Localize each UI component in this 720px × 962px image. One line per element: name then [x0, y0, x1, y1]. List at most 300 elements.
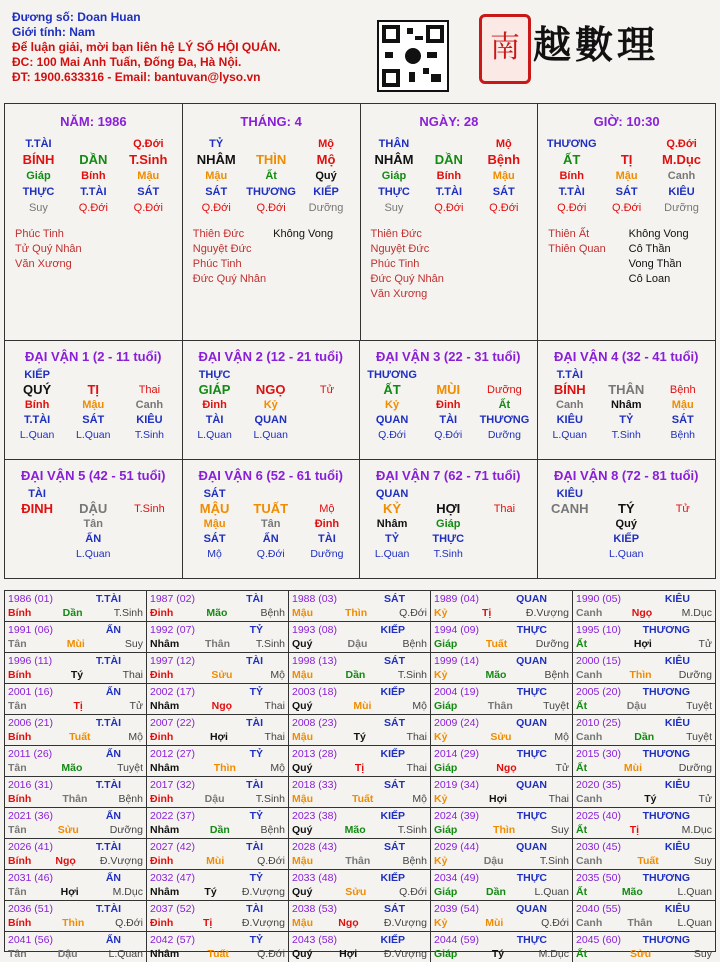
year-branch: Tuất — [69, 731, 91, 743]
address-line: ĐC: 100 Mai Anh Tuấn, Đống Đa, Hà Nội. — [12, 55, 242, 69]
year-stem: Mậu — [292, 731, 313, 743]
dai-van-grid — [187, 487, 356, 561]
year-cell — [573, 746, 715, 777]
cell-text: DẦN — [434, 152, 463, 167]
year-star: QUAN — [516, 655, 547, 667]
year-cell — [573, 715, 715, 746]
year-branch: Tị — [629, 824, 640, 836]
year-label: 1993 (08) — [292, 624, 337, 636]
star-item: Thiên Quan — [548, 243, 606, 255]
cell-text: Mộ — [318, 138, 334, 150]
year-branch: Dậu — [626, 700, 647, 712]
year-label: 2040 (55) — [576, 903, 621, 915]
dai-van-grid — [9, 487, 178, 561]
star-item: Nguyệt Đức — [192, 243, 252, 255]
cell-text: DẬU — [79, 500, 108, 516]
year-star: KIẾP — [380, 810, 405, 822]
year-branch: Thìn — [493, 824, 516, 836]
pillar-column — [183, 104, 361, 340]
cell-text: BÍNH — [553, 382, 586, 397]
year-cell — [289, 684, 431, 715]
cell-text: Canh — [667, 170, 696, 182]
cell-text: Nhâm — [376, 517, 408, 530]
cell-text: Mậu — [205, 170, 228, 182]
year-cell — [5, 808, 147, 839]
year-cell — [5, 715, 147, 746]
cell-text — [299, 368, 355, 382]
year-star: T.TÀI — [95, 779, 121, 791]
year-stem: Bính — [8, 607, 32, 619]
year-label: 2037 (52) — [150, 903, 195, 915]
year-label: 1987 (02) — [150, 593, 195, 605]
year-cell — [573, 839, 715, 870]
cell-text: Dưỡng — [310, 547, 344, 560]
year-cell — [431, 777, 573, 808]
year-branch: Mùi — [353, 700, 372, 712]
cell-text: Mộ — [495, 138, 512, 150]
star-item: Thiên Đức — [370, 228, 422, 240]
year-cell — [431, 932, 573, 962]
year-cell — [147, 901, 289, 932]
pillar-grid — [189, 137, 354, 215]
stars-block — [367, 227, 532, 302]
year-branch: Dậu — [483, 855, 504, 867]
year-phase: L.Quan — [108, 948, 143, 960]
year-label: 1991 (06) — [8, 624, 53, 636]
dai-van-title: ĐẠI VẬN 6 (52 - 61 tuổi) — [198, 467, 343, 483]
cell-text: Tử — [319, 384, 334, 396]
year-label: 2041 (56) — [8, 934, 53, 946]
year-phase: Q.Đới — [115, 917, 143, 929]
year-star: ẤN — [105, 624, 121, 636]
year-phase: T.Sinh — [113, 607, 143, 619]
year-label: 1986 (01) — [8, 593, 53, 605]
year-branch: Thân — [204, 638, 231, 650]
cell-text: MÙI — [436, 382, 461, 397]
cell-text — [299, 428, 355, 442]
year-phase: Suy — [693, 855, 712, 867]
cell-text: Bính — [24, 399, 50, 411]
stars-block — [11, 227, 176, 272]
year-stem: Quý — [292, 638, 313, 650]
cell-text: THƯƠNG — [367, 369, 417, 381]
year-phase: Thai — [406, 731, 427, 743]
year-star: THỰC — [516, 624, 547, 636]
cell-text — [9, 532, 65, 546]
year-phase: T.Sinh — [539, 855, 569, 867]
year-label: 2022 (37) — [150, 810, 195, 822]
year-cell — [5, 839, 147, 870]
year-label: 2020 (35) — [576, 779, 621, 791]
cell-text: Q.Đới — [434, 429, 463, 441]
pillar-title: NGÀY: 28 — [419, 114, 479, 129]
year-branch: Dần — [345, 669, 366, 681]
year-label: 2029 (44) — [434, 841, 479, 853]
year-star: THƯƠNG — [642, 872, 690, 884]
year-branch: Tý — [70, 669, 84, 681]
year-star: T.TÀI — [95, 655, 121, 667]
star-item: Đức Quý Nhân — [192, 273, 267, 285]
year-label: 1994 (09) — [434, 624, 479, 636]
year-star: KIÊU — [664, 593, 690, 605]
cell-text — [476, 517, 532, 531]
year-phase: Tuyệt — [686, 700, 712, 712]
cell-text: Q.Đới — [78, 202, 108, 214]
cell-text: TỊ — [620, 152, 633, 167]
year-phase: Bệnh — [544, 669, 569, 681]
year-stem: Tân — [8, 824, 27, 836]
year-cell — [5, 591, 147, 622]
year-star: SÁT — [384, 903, 405, 915]
year-cell — [5, 901, 147, 932]
year-stem: Tân — [8, 762, 27, 774]
year-branch: Hợi — [489, 793, 507, 805]
year-star: SÁT — [384, 717, 405, 729]
year-branch: Hợi — [339, 948, 358, 960]
year-branch: Thìn — [213, 762, 236, 774]
year-star: QUAN — [516, 593, 547, 605]
year-phase: Suy — [124, 638, 143, 650]
cell-text: Canh — [556, 399, 584, 411]
cell-text: KIẾP — [313, 186, 339, 198]
cell-text: Quý — [315, 170, 337, 182]
year-cell — [5, 870, 147, 901]
year-stem: Tân — [8, 948, 27, 960]
year-phase: Thai — [264, 731, 285, 743]
year-branch: Thìn — [629, 669, 652, 681]
year-stem: Bính — [8, 669, 32, 681]
year-label: 2018 (33) — [292, 779, 337, 791]
year-label: 2008 (23) — [292, 717, 337, 729]
year-label: 2039 (54) — [434, 903, 479, 915]
year-phase: Đ.Vượng — [383, 917, 427, 929]
year-stem: Ất — [576, 824, 588, 836]
year-star: KIÊU — [664, 841, 690, 853]
year-phase: Bệnh — [402, 638, 427, 650]
year-star: KIẾP — [380, 686, 405, 698]
star-item: Thiên Đức — [192, 228, 245, 240]
cell-text: L.Quan — [197, 429, 232, 441]
cell-text: T.TÀI — [25, 138, 52, 150]
year-cell — [147, 684, 289, 715]
year-phase: T.Sinh — [255, 793, 285, 805]
cell-text — [121, 517, 177, 531]
cell-text: Giáp — [381, 170, 407, 182]
dai-van-title: ĐẠI VẬN 8 (72 - 81 tuổi) — [554, 467, 699, 483]
cell-text: TÀI — [205, 414, 224, 426]
cell-text: Tân — [260, 517, 281, 530]
cell-text: SÁT — [205, 186, 228, 198]
cell-text: MẬU — [199, 500, 230, 516]
dai-van-title: ĐẠI VẬN 7 (62 - 71 tuổi) — [376, 467, 521, 483]
cell-text: Kỷ — [263, 399, 278, 411]
year-star: KIẾP — [380, 872, 405, 884]
year-cell — [431, 746, 573, 777]
year-cell — [147, 591, 289, 622]
year-phase: M.Dục — [681, 607, 712, 619]
year-star: QUAN — [516, 841, 547, 853]
pillar-column — [538, 104, 715, 340]
year-star: TÀI — [246, 841, 263, 853]
year-cell — [573, 684, 715, 715]
year-stem: Canh — [576, 669, 603, 681]
cell-text: THƯƠNG — [246, 186, 296, 198]
year-stem: Nhâm — [150, 886, 180, 898]
year-cell — [5, 777, 147, 808]
year-cell — [431, 622, 573, 653]
year-cell — [431, 653, 573, 684]
year-phase: Thai — [548, 793, 569, 805]
year-phase: Thai — [406, 762, 427, 774]
cell-text: SÁT — [82, 414, 105, 426]
dai-van-cell — [183, 460, 361, 579]
year-cell — [289, 901, 431, 932]
year-cell — [431, 808, 573, 839]
year-cell — [573, 777, 715, 808]
year-branch: Tý — [353, 731, 366, 743]
cell-text — [65, 368, 121, 382]
year-stem: Bính — [8, 731, 32, 743]
year-branch: Hợi — [209, 731, 228, 743]
gender-value: Nam — [69, 25, 96, 39]
dai-van-grid — [364, 368, 533, 442]
year-star: THƯƠNG — [642, 810, 690, 822]
year-branch: Mão — [206, 607, 228, 619]
cell-text: Mậu — [671, 399, 694, 411]
year-star: SÁT — [384, 841, 405, 853]
year-star: KIÊU — [664, 903, 690, 915]
cell-text: KIẾP — [24, 369, 50, 381]
year-branch: Hợi — [633, 638, 652, 650]
cell-text: Mậu — [615, 170, 638, 182]
dai-van-grid — [187, 368, 356, 442]
cell-text: L.Quan — [19, 429, 55, 441]
year-label: 2024 (39) — [434, 810, 479, 822]
year-cell — [573, 622, 715, 653]
year-stem: Canh — [576, 607, 603, 619]
year-star: THƯƠNG — [642, 748, 690, 760]
year-branch: Tuất — [485, 638, 508, 650]
year-cell — [431, 591, 573, 622]
cell-text: Tử — [675, 502, 690, 515]
cell-text: THỰC — [22, 186, 55, 198]
cell-text: TÀI — [439, 414, 458, 426]
cell-text: NHÂM — [196, 152, 236, 167]
year-branch: Thân — [62, 793, 88, 805]
year-phase: Tuyệt — [117, 762, 143, 774]
year-phase: Q.Đới — [399, 886, 427, 898]
year-cell — [431, 839, 573, 870]
year-phase: M.Dục — [681, 824, 712, 836]
cell-text: Q.Đới — [612, 202, 642, 214]
cell-text: Q.Đới — [666, 138, 697, 150]
year-branch: Tý — [491, 948, 505, 960]
year-cell — [573, 591, 715, 622]
cell-text — [655, 532, 712, 546]
year-cell — [289, 870, 431, 901]
year-phase: Bệnh — [118, 793, 143, 805]
cell-text: T.TÀI — [556, 369, 583, 381]
cell-text — [655, 547, 712, 561]
cell-text: Mậu — [137, 170, 160, 182]
year-branch: Tý — [204, 886, 217, 898]
cell-text: M.Dục — [662, 152, 702, 167]
year-cell — [573, 653, 715, 684]
dai-van-title: ĐẠI VẬN 4 (32 - 41 tuổi) — [554, 349, 699, 364]
cell-text: Đinh — [202, 399, 227, 411]
cell-text: TÀI — [318, 532, 336, 545]
year-stem: Nhâm — [150, 824, 180, 836]
year-stem: Tân — [8, 700, 27, 712]
cell-text: Mậu — [203, 517, 226, 530]
cell-text: Mộ — [319, 502, 335, 515]
year-star: T.TÀI — [95, 903, 121, 915]
year-phase: T.Sinh — [397, 669, 427, 681]
year-stem: Mậu — [292, 607, 313, 619]
cell-text: Thai — [493, 502, 516, 515]
year-cell — [431, 684, 573, 715]
year-stem: Nhâm — [150, 700, 180, 712]
cell-text: ẤN — [262, 532, 279, 545]
year-star: TỶ — [249, 810, 263, 822]
cell-text: L.Quan — [374, 547, 410, 560]
year-stem: Quý — [292, 762, 313, 774]
cell-text: Suy — [28, 202, 48, 214]
cell-text: T.Sinh — [134, 502, 165, 515]
year-branch: Dần — [209, 824, 230, 836]
year-branch: Sửu — [211, 669, 233, 681]
year-stem: Đinh — [150, 607, 174, 619]
year-stem: Quý — [292, 886, 313, 898]
year-cell — [573, 808, 715, 839]
year-label: 2000 (15) — [576, 655, 621, 667]
cell-text: QUAN — [254, 414, 287, 426]
year-branch: Tị — [354, 762, 365, 774]
cell-text: T.Sinh — [134, 429, 164, 441]
cell-text — [243, 368, 299, 382]
cell-text: Bệnh — [670, 429, 696, 441]
year-stem: Quý — [292, 948, 313, 960]
dai-van-title: ĐẠI VẬN 2 (12 - 21 tuổi) — [198, 349, 343, 364]
qr-code-icon — [377, 20, 449, 92]
year-label: 1997 (12) — [150, 655, 195, 667]
cell-text: ẤN — [85, 532, 102, 545]
star-item: Nguyệt Đức — [370, 243, 430, 255]
cell-text — [655, 368, 712, 382]
cell-text: TUẤT — [253, 500, 289, 516]
cell-text: Bính — [559, 170, 584, 182]
cell-text: T.Sinh — [129, 152, 168, 167]
cell-text: Tân — [83, 517, 104, 530]
star-item: Đức Quý Nhân — [370, 273, 444, 285]
year-star: SÁT — [384, 779, 405, 791]
cell-text: TỶ — [209, 138, 224, 150]
dai-van-cell — [538, 341, 716, 460]
year-branch: Mùi — [623, 762, 642, 774]
year-label: 2017 (32) — [150, 779, 195, 791]
year-branch: Ngọ — [55, 855, 76, 867]
year-branch: Dậu — [204, 793, 225, 805]
year-cell — [289, 622, 431, 653]
year-phase: Dưỡng — [678, 762, 712, 774]
year-branch: Tuất — [637, 855, 659, 867]
pillar-title: THÁNG: 4 — [240, 114, 302, 129]
year-branch: Tý — [644, 793, 657, 805]
year-stem: Ất — [576, 700, 588, 712]
year-label: 2027 (42) — [150, 841, 195, 853]
year-label: 2025 (40) — [576, 810, 621, 822]
year-branch: Hợi — [60, 886, 79, 898]
year-branch: Ngọ — [496, 762, 517, 774]
year-branch: Thân — [345, 855, 371, 867]
year-star: KIẾP — [380, 624, 405, 636]
year-label: 2044 (59) — [434, 934, 479, 946]
year-branch: Tị — [481, 607, 492, 619]
year-stem: Mậu — [292, 669, 313, 681]
cell-text: Dưỡng — [487, 429, 521, 441]
dai-van-title: ĐẠI VẬN 1 (2 - 11 tuổi) — [24, 349, 162, 364]
cell-text: QUAN — [375, 414, 409, 426]
year-phase: M.Dục — [112, 886, 143, 898]
cell-text — [599, 137, 654, 151]
year-cell — [5, 932, 147, 962]
cell-text: THỰC — [378, 186, 410, 198]
year-label: 2003 (18) — [292, 686, 337, 698]
year-cell — [289, 653, 431, 684]
year-label: 1990 (05) — [576, 593, 621, 605]
cell-text — [542, 547, 599, 561]
year-branch: Thìn — [344, 607, 368, 619]
gender-label: Giới tính: — [12, 25, 66, 39]
cell-text: TỊ — [87, 382, 100, 397]
year-stem: Đinh — [150, 855, 174, 867]
cell-text: ẤT — [383, 382, 401, 397]
cell-text: SÁT — [671, 414, 694, 426]
year-star: SÁT — [384, 593, 405, 605]
pillar-column — [361, 104, 539, 340]
year-stem: Đinh — [150, 917, 174, 929]
cell-text — [121, 487, 177, 501]
year-cell — [289, 808, 431, 839]
year-branch: Ngọ — [631, 607, 653, 619]
year-star: KIẾP — [380, 748, 405, 760]
year-star: TÀI — [246, 655, 263, 667]
cell-text — [9, 517, 65, 531]
year-phase: Bệnh — [260, 824, 285, 836]
cell-text: KIÊU — [136, 414, 163, 426]
cell-text: Q.Đới — [256, 547, 285, 560]
cell-text: Q.Đới — [256, 202, 286, 214]
cell-text — [542, 532, 599, 546]
dai-van-grid — [542, 487, 712, 561]
cell-text: SÁT — [492, 186, 515, 198]
year-stem: Đinh — [150, 793, 174, 805]
year-stem: Ất — [576, 762, 588, 774]
year-cell — [289, 777, 431, 808]
year-star: ẤN — [105, 686, 121, 698]
year-label: 2028 (43) — [292, 841, 337, 853]
year-label: 2016 (31) — [8, 779, 53, 791]
cell-text — [299, 487, 355, 501]
year-label: 2026 (41) — [8, 841, 53, 853]
year-star: TỶ — [249, 934, 263, 946]
year-phase: T.Sinh — [397, 824, 427, 836]
year-star: ẤN — [105, 748, 121, 760]
cell-text: T.Sinh — [433, 547, 463, 560]
year-star: QUAN — [516, 903, 547, 915]
year-branch: Ngọ — [338, 917, 359, 929]
cell-text: Ất — [498, 399, 511, 411]
